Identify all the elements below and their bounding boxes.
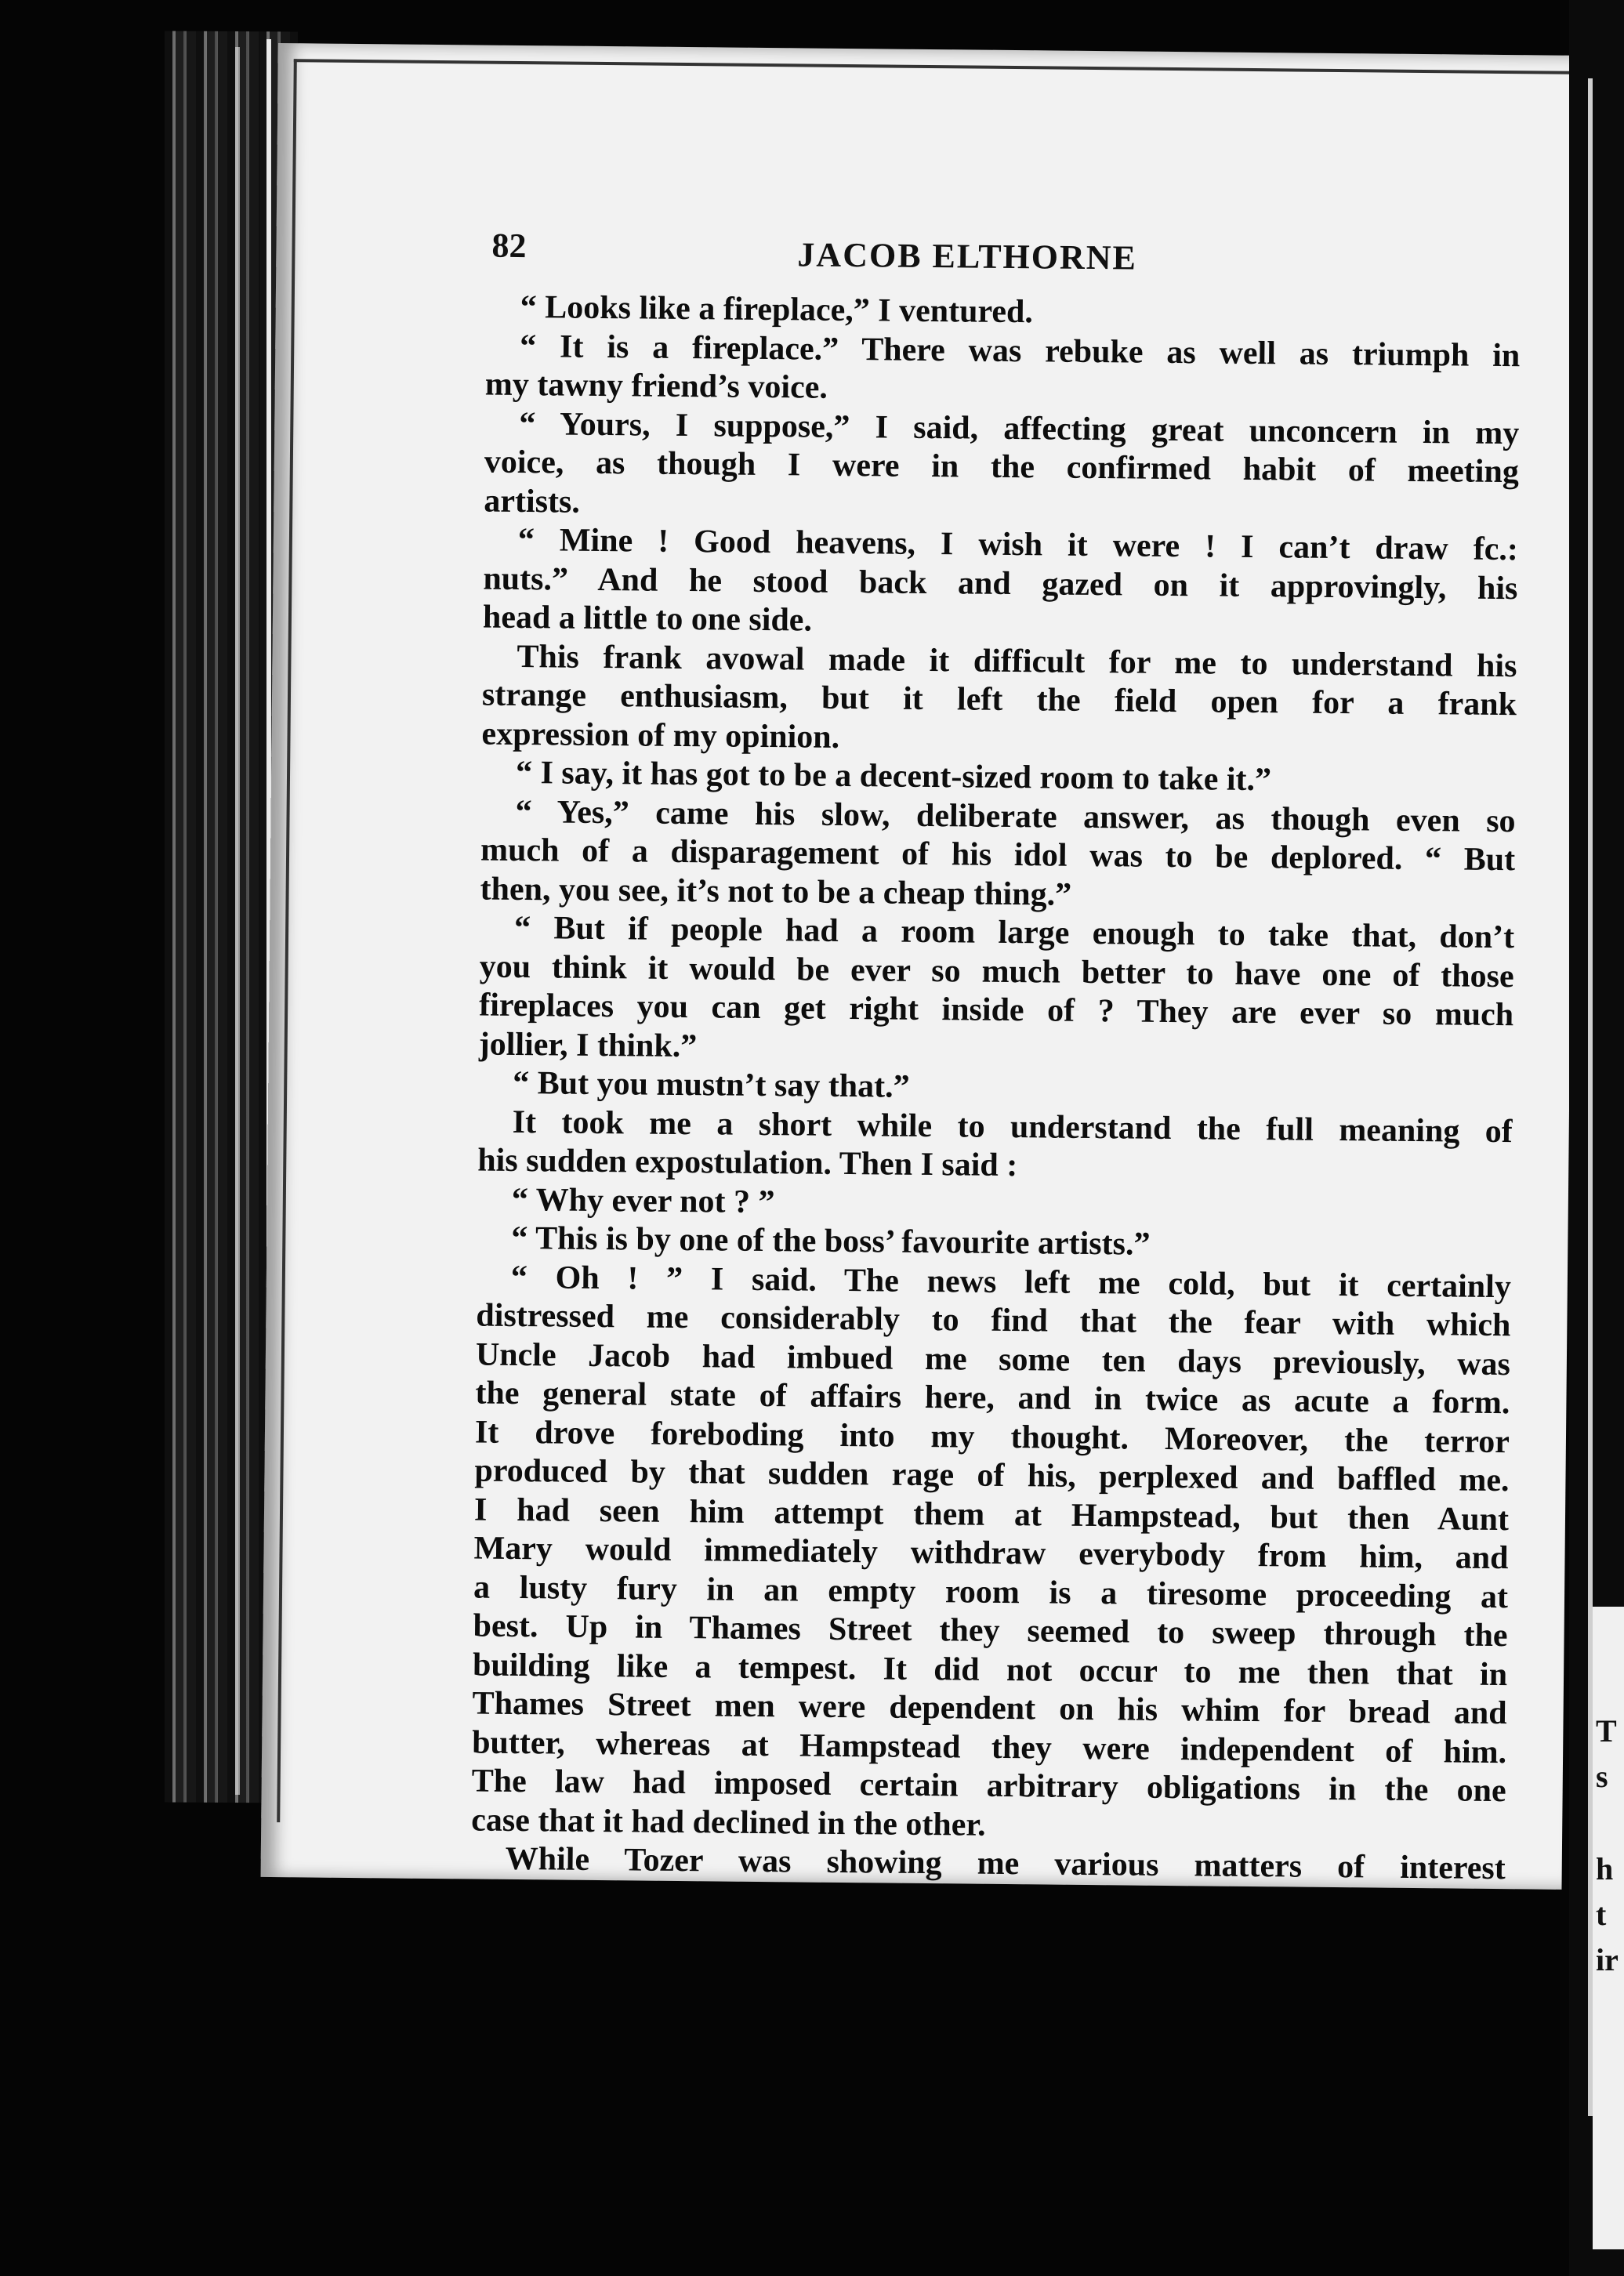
page-edge-line <box>235 47 240 1795</box>
text-line: then, you see, it’s not to be a cheap thing.” <box>480 871 1072 913</box>
text-line: “ Mine ! Good heavens, I wish it were ! I can’t draw fc.: <box>517 521 1519 568</box>
text-line: While Tozer was showing me various matters of interest <box>505 1840 1506 1887</box>
edge-fragment: ir <box>1596 1942 1619 1977</box>
text-line: “ Oh ! ” I said. The news left me cold, but it certainly <box>510 1259 1512 1305</box>
text-line: It drove foreboding into my thought. Moreover, the terror <box>474 1413 1510 1460</box>
text-line: a lusty fury in an empty room is a tiresome proceeding at <box>473 1568 1509 1615</box>
text-line: “ Yes,” came his slow, deliberate answer, as though even so <box>515 793 1516 839</box>
text-line: artists. <box>484 483 581 520</box>
text-line: This frank avowal made it difficult for me to understand his <box>517 638 1517 684</box>
text-line: produced by that sudden rage of his, perplexed and baffled me. <box>474 1452 1510 1499</box>
text-line: “ Why ever not ? ” <box>511 1181 775 1220</box>
text-line: strange enthusiasm, but it left the field open for a frank <box>481 676 1517 723</box>
page-border <box>294 59 1579 74</box>
text-line: much of a disparagement of his idol was to be deplored. “ But <box>480 832 1516 879</box>
page-border <box>277 59 297 1822</box>
body-text <box>471 288 1521 1889</box>
page-header <box>491 226 1511 282</box>
next-page-fragments <box>1596 1709 1619 1983</box>
text-line: nuts.” And he stood back and gazed on it approvingly, his <box>483 560 1518 607</box>
edge-fragment: h <box>1596 1851 1614 1886</box>
text-line: “ But if people had a room large enough to take that, don’t <box>513 909 1515 956</box>
text-line: the general state of affairs here, and in twice as acute a form. <box>475 1375 1510 1422</box>
text-line: his sudden expostulation. Then I said : <box>477 1142 1018 1184</box>
running-title: JACOB ELTHORNE <box>797 235 1138 277</box>
text-line: distressed me considerably to find that the fear with which <box>476 1297 1511 1344</box>
text-line: jollier, I think.” <box>478 1026 698 1064</box>
page-number: 82 <box>491 226 527 266</box>
text-line: I had seen him attempt them at Hampstead, but then Aunt <box>473 1491 1510 1538</box>
text-line: butter, whereas at Hampstead they were independent of him. <box>471 1723 1507 1770</box>
edge-fragment: T <box>1596 1713 1617 1749</box>
text-line: “ I say, it has got to be a decent-sized room to take it.” <box>515 754 1272 799</box>
text-line: “ Yours, I suppose,” I said, affecting great unconcern in my <box>519 405 1520 451</box>
text-line: “ But you mustn’t say that.” <box>513 1064 910 1105</box>
text-line: The law had imposed certain arbitrary obligations in the one <box>471 1763 1506 1810</box>
edge-fragment: t <box>1596 1897 1607 1932</box>
edge-fragment: s <box>1596 1759 1608 1794</box>
text-line: expression of my opinion. <box>481 716 840 756</box>
text-line: you think it would be ever so much better to have one of those <box>479 948 1514 995</box>
text-line: “ This is by one of the boss’ favourite artists.” <box>511 1220 1151 1263</box>
text-line: building like a tempest. It did not occur to me then that in <box>472 1646 1508 1693</box>
text-line: fireplaces you can get right inside of ? They are ever so much <box>479 987 1514 1034</box>
text-line: Uncle Jacob had imbued me some ten days previously, was <box>475 1336 1511 1383</box>
text-line: Thames Street men were dependent on his whim for bread and <box>472 1685 1507 1732</box>
text-line: case that it had declined in the other. <box>471 1801 986 1843</box>
book-page <box>261 43 1579 1890</box>
text-line: “ It is a fireplace.” There was rebuke as well as triumph in <box>520 328 1521 374</box>
text-line: Mary would immediately withdraw everybody from him, and <box>473 1530 1509 1577</box>
text-line: best. Up in Thames Street they seemed to sweep through the <box>473 1607 1508 1654</box>
text-line: my tawny friend’s voice. <box>484 366 828 406</box>
text-line: “ Looks like a fireplace,” I ventured. <box>520 288 1034 331</box>
text-line: It took me a short while to understand the full meaning of <box>512 1104 1513 1150</box>
text-line: head a little to one side. <box>482 599 813 639</box>
text-line: voice, as though I were in the confirmed habit of meeting <box>484 444 1520 491</box>
